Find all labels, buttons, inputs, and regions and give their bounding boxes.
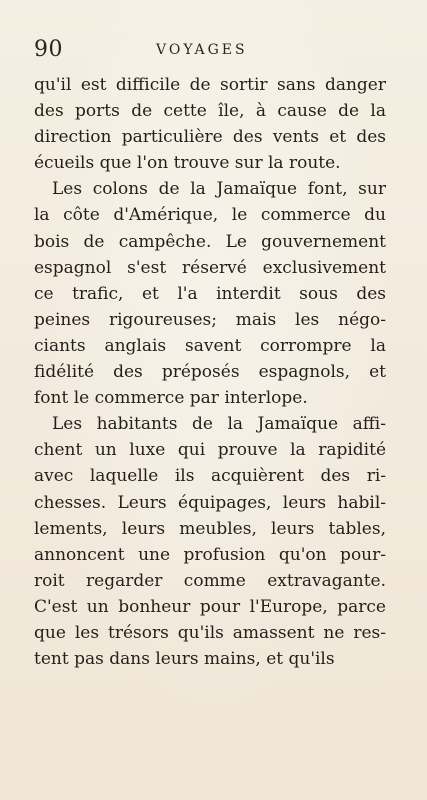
- text-line: tent pas dans leurs mains, et qu'ils: [34, 649, 335, 670]
- text-line: avec laquelle ils acquièrent des ri-: [34, 466, 386, 487]
- text-line: direction particulière des vents et des: [34, 127, 386, 148]
- page-header: [34, 38, 394, 68]
- body-text: [34, 72, 386, 672]
- text-line: chent un luxe qui prouve la rapidité: [34, 440, 386, 461]
- text-line: que les trésors qu'ils amassent ne res-: [34, 622, 386, 643]
- text-line: Les colons de la Jamaïque font, sur: [52, 179, 386, 200]
- text-line: écueils que l'on trouve sur la route.: [34, 153, 341, 174]
- text-line: fidélité des préposés espagnols, et: [34, 362, 386, 383]
- text-line: chesses. Leurs équipages, leurs habil-: [34, 492, 386, 513]
- text-line: bois de campêche. Le gouvernement: [34, 231, 386, 252]
- text-line: des ports de cette île, à cause de la: [34, 101, 386, 122]
- text-line: ciants anglais savent corrompre la: [34, 335, 386, 356]
- text-line: C'est un bonheur pour l'Europe, parce: [34, 596, 386, 617]
- text-line: ce trafic, et l'a interdit sous des: [34, 283, 386, 304]
- text-line: espagnol s'est réservé exclusivement: [34, 257, 386, 278]
- text-line: lements, leurs meubles, leurs tables,: [34, 518, 386, 539]
- text-line: roit regarder comme extravagante.: [34, 570, 386, 591]
- text-line: annoncent une profusion qu'on pour-: [34, 544, 386, 565]
- text-line: Les habitants de la Jamaïque affi-: [52, 414, 386, 435]
- text-line: peines rigoureuses; mais les négo-: [34, 309, 386, 330]
- text-line: la côte d'Amérique, le commerce du: [34, 205, 386, 226]
- running-head: VOYAGES: [156, 42, 248, 58]
- text-line: qu'il est difficile de sortir sans danger: [34, 75, 386, 95]
- page-number: 90: [34, 37, 63, 62]
- text-line: font le commerce par interlope.: [34, 388, 308, 409]
